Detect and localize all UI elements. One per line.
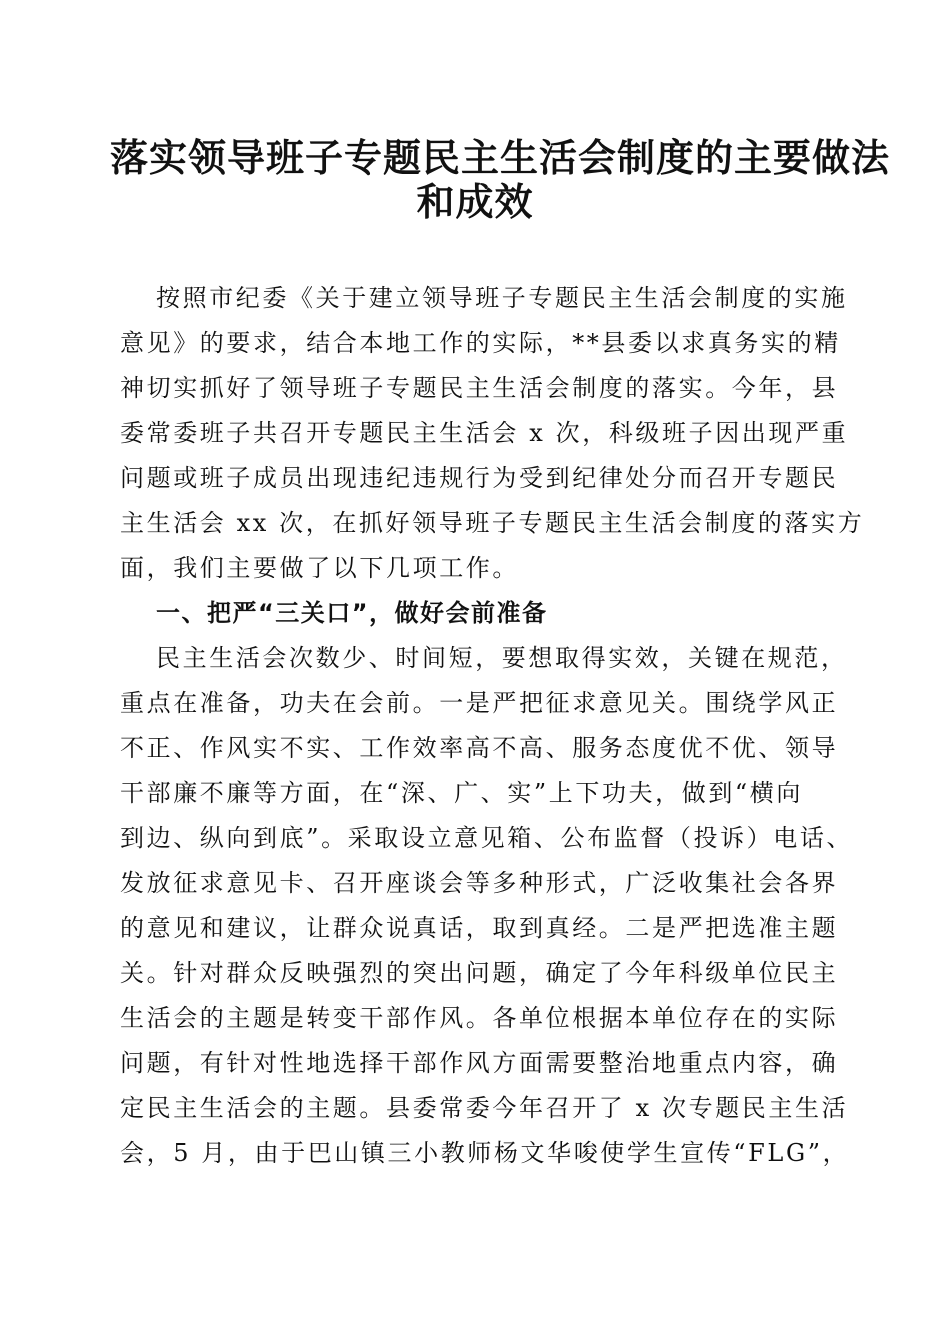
paragraph-line: 民主生活会次数少、时间短，要想取得实效，关键在规范， bbox=[156, 644, 848, 672]
paragraph-line: 发放征求意见卡、召开座谈会等多种形式，广泛收集社会各界 bbox=[120, 869, 839, 897]
paragraph-line: 的意见和建议，让群众说真话，取到真经。二是严把选准主题 bbox=[120, 914, 839, 942]
paragraph-line: 定民主生活会的主题。县委常委今年召开了 x 次专题民主生活 bbox=[120, 1094, 849, 1122]
paragraph-line: 关。针对群众反映强烈的突出问题，确定了今年科级单位民主 bbox=[120, 959, 839, 987]
paragraph-line: 主生活会 xx 次，在抓好领导班子专题民主生活会制度的落实方 bbox=[120, 509, 865, 537]
paragraph-line: 委常委班子共召开专题民主生活会 x 次，科级班子因出现严重 bbox=[120, 419, 849, 447]
title-line: 落实领导班子专题民主生活会制度的主要做法 bbox=[110, 135, 891, 180]
paragraph-line: 不正、作风实不实、工作效率高不高、服务态度优不优、领导 bbox=[120, 734, 839, 762]
paragraph-line: 意见》的要求，结合本地工作的实际，**县委以求真务实的精 bbox=[120, 329, 841, 357]
paragraph-line: 生活会的主题是转变干部作风。各单位根据本单位存在的实际 bbox=[120, 1004, 839, 1032]
section-heading: 一、把严“三关口”，做好会前准备 bbox=[156, 599, 548, 627]
paragraph-line: 到边、纵向到底”。采取设立意见箱、公布监督（投诉）电话、 bbox=[120, 824, 854, 852]
paragraph-line: 问题或班子成员出现违纪违规行为受到纪律处分而召开专题民 bbox=[120, 464, 839, 492]
paragraph-line: 面，我们主要做了以下几项工作。 bbox=[120, 554, 519, 582]
paragraph-line: 神切实抓好了领导班子专题民主生活会制度的落实。今年，县 bbox=[120, 374, 839, 402]
document-title bbox=[110, 135, 891, 224]
paragraph-line: 会，5 月，由于巴山镇三小教师杨文华唆使学生宣传“FLG”， bbox=[120, 1139, 850, 1167]
paragraph-line: 干部廉不廉等方面，在“深、广、实”上下功夫，做到“横向 bbox=[120, 779, 804, 807]
title-line: 和成效 bbox=[416, 179, 534, 224]
paragraph-line: 问题，有针对性地选择干部作风方面需要整治地重点内容，确 bbox=[120, 1049, 839, 1077]
paragraph-line: 重点在准备，功夫在会前。一是严把征求意见关。围绕学风正 bbox=[120, 689, 839, 717]
paragraph-line: 按照市纪委《关于建立领导班子专题民主生活会制度的实施 bbox=[156, 284, 848, 312]
